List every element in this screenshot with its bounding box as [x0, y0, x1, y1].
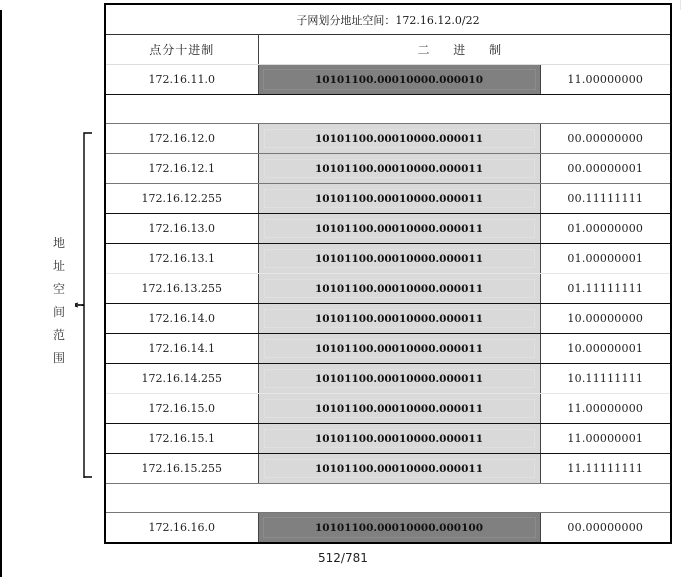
- empty-cell: [105, 95, 671, 124]
- binary-host-bits: 00.00000001: [540, 154, 671, 184]
- decimal-address: 172.16.14.0: [105, 304, 258, 334]
- side-label-char: 地: [52, 236, 65, 250]
- table-row: [105, 394, 671, 424]
- header-dotted-decimal: 点分十进制: [105, 35, 258, 65]
- binary-network-prefix: 10101100.00010000.000011: [258, 244, 540, 274]
- table-row: [105, 124, 671, 154]
- decimal-address: 172.16.15.1: [105, 424, 258, 454]
- binary-network-prefix: 10101100.00010000.000011: [258, 214, 540, 244]
- side-label-char: 间: [52, 305, 65, 319]
- table-header-row: [105, 35, 671, 65]
- side-label-char: 空: [52, 282, 65, 296]
- decimal-address: 172.16.12.255: [105, 184, 258, 214]
- page-edge-faint-line: [680, 0, 681, 10]
- binary-network-prefix: 10101100.00010000.000011: [258, 154, 540, 184]
- table-row: [105, 154, 671, 184]
- table-row: [105, 184, 671, 214]
- binary-host-bits: 00.00000000: [540, 513, 671, 544]
- table-row-before-range: [105, 65, 671, 95]
- binary-host-bits: 10.00000001: [540, 334, 671, 364]
- decimal-address: 172.16.15.0: [105, 394, 258, 424]
- side-label-char: 围: [52, 351, 65, 365]
- empty-cell: [105, 484, 671, 513]
- spacer-row: [105, 95, 671, 124]
- binary-network-prefix: 10101100.00010000.000010: [258, 65, 540, 95]
- binary-network-prefix: 10101100.00010000.000011: [258, 304, 540, 334]
- binary-network-prefix: 10101100.00010000.000011: [258, 124, 540, 154]
- table-title: 子网划分地址空间：172.16.12.0/22: [105, 4, 671, 35]
- decimal-address: 172.16.13.1: [105, 244, 258, 274]
- binary-network-prefix: 10101100.00010000.000011: [258, 454, 540, 484]
- side-label-char: 址: [52, 259, 65, 273]
- header-binary: 二 进 制: [258, 35, 671, 65]
- table-row-after-range: [105, 513, 671, 544]
- table-row: [105, 364, 671, 394]
- table-row: [105, 454, 671, 484]
- decimal-address: 172.16.11.0: [105, 65, 258, 95]
- decimal-address: 172.16.13.0: [105, 214, 258, 244]
- page-edge-line: [0, 10, 2, 577]
- spacer-row: [105, 484, 671, 513]
- brace-tip-icon: [74, 300, 86, 310]
- binary-host-bits: 10.00000000: [540, 304, 671, 334]
- address-range-label: [51, 232, 67, 370]
- binary-host-bits: 10.11111111: [540, 364, 671, 394]
- decimal-address: 172.16.15.255: [105, 454, 258, 484]
- table-title-row: [105, 4, 671, 35]
- decimal-address: 172.16.13.255: [105, 274, 258, 304]
- binary-host-bits: 11.11111111: [540, 454, 671, 484]
- decimal-address: 172.16.16.0: [105, 513, 258, 544]
- binary-network-prefix: 10101100.00010000.000011: [258, 184, 540, 214]
- page-number: 512/781: [318, 551, 368, 565]
- binary-host-bits: 01.00000001: [540, 244, 671, 274]
- table-row: [105, 274, 671, 304]
- binary-network-prefix: 10101100.00010000.000011: [258, 274, 540, 304]
- binary-host-bits: 01.00000000: [540, 214, 671, 244]
- binary-host-bits: 01.11111111: [540, 274, 671, 304]
- table-row: [105, 244, 671, 274]
- binary-host-bits: 11.00000001: [540, 424, 671, 454]
- binary-host-bits: 00.11111111: [540, 184, 671, 214]
- binary-host-bits: 00.00000000: [540, 124, 671, 154]
- table-row: [105, 304, 671, 334]
- binary-network-prefix: 10101100.00010000.000011: [258, 334, 540, 364]
- binary-network-prefix: 10101100.00010000.000011: [258, 364, 540, 394]
- decimal-address: 172.16.14.1: [105, 334, 258, 364]
- binary-host-bits: 11.00000000: [540, 65, 671, 95]
- decimal-address: 172.16.12.0: [105, 124, 258, 154]
- binary-host-bits: 11.00000000: [540, 394, 671, 424]
- binary-network-prefix: 10101100.00010000.000100: [258, 513, 540, 544]
- decimal-address: 172.16.14.255: [105, 364, 258, 394]
- decimal-address: 172.16.12.1: [105, 154, 258, 184]
- table-row: [105, 334, 671, 364]
- binary-network-prefix: 10101100.00010000.000011: [258, 394, 540, 424]
- table-row: [105, 214, 671, 244]
- binary-network-prefix: 10101100.00010000.000011: [258, 424, 540, 454]
- subnet-address-table: [104, 3, 672, 544]
- side-label-char: 范: [52, 328, 65, 342]
- table-row: [105, 424, 671, 454]
